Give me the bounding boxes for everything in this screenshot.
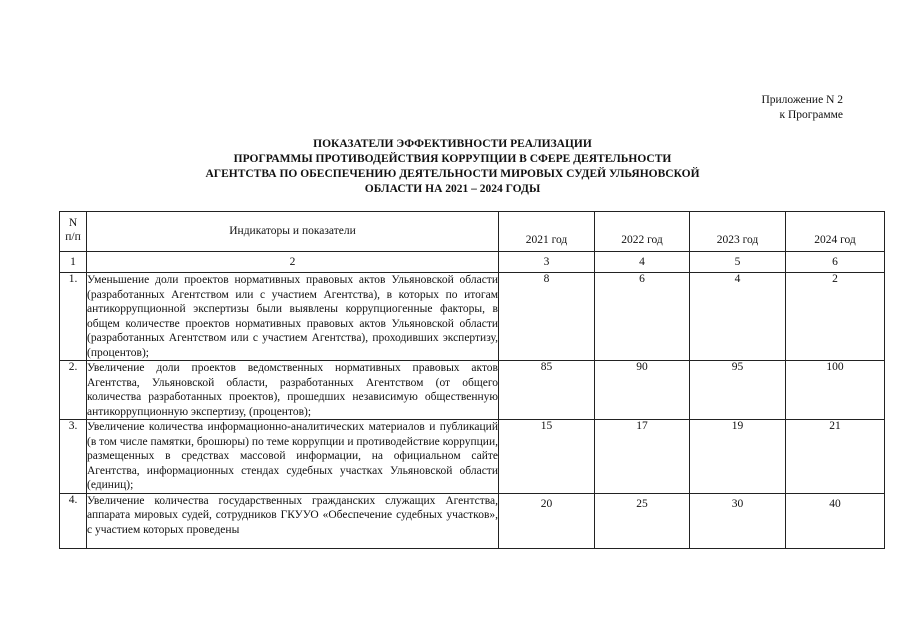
column-number: 1 [60, 252, 87, 273]
appendix-note [761, 93, 843, 123]
indicator-text: Увеличение количества информационно-аналитических материалов и публикаций (в том числе памятки, брошюры) по теме коррупции и противодействие коррупции, размещенных в средствах массовой информации, на официальном сайте Агентства, информационных стендах судебных участках Ульяновской области (единиц); [87, 421, 498, 491]
table-row [60, 273, 885, 361]
value-2021: 85 [499, 361, 595, 420]
header-number: N п/п [60, 212, 87, 252]
indicator-text: Уменьшение доли проектов нормативных правовых актов Ульяновской области (разработанных Агентством или с участием Агентства), в которых по итогам антикоррупционной экспертизы были выявлены коррупциогенные факторы, в общем количестве проектов нормативных правовых актов Ульяновской области (разработанных Агентством или с участием Агентства), проходивших экспертизу, (процентов); [87, 274, 498, 359]
header-year-2021: 2021 год [499, 212, 595, 252]
indicators-table [59, 211, 885, 549]
title-line: ПРОГРАММЫ ПРОТИВОДЕЙСТВИЯ КОРРУПЦИИ В СФЕРЕ ДЕЯТЕЛЬНОСТИ [233, 153, 672, 165]
table-header-row [60, 212, 885, 252]
title-line: АГЕНТСТВА ПО ОБЕСПЕЧЕНИЮ ДЕЯТЕЛЬНОСТИ МИРОВЫХ СУДЕЙ УЛЬЯНОВСКОЙ [205, 168, 700, 180]
appendix-number: Приложение N 2 [761, 94, 843, 106]
value-2023: 4 [690, 273, 786, 361]
column-number: 5 [690, 252, 786, 273]
value-2024: 21 [786, 420, 885, 494]
indicator-text: Увеличение количества государственных гражданских служащих Агентства, аппарата мировых судей, сотрудников ГКУУО «Обеспечение судебных участков», с участием которых проведены [87, 493, 499, 548]
row-number: 1. [60, 273, 87, 361]
header-indicators: Индикаторы и показатели [87, 212, 499, 252]
value-2022: 17 [595, 420, 690, 494]
value-2023: 95 [690, 361, 786, 420]
value-2022: 25 [595, 493, 690, 548]
value-2022: 6 [595, 273, 690, 361]
value-2023: 19 [690, 420, 786, 494]
value-2023: 30 [690, 493, 786, 548]
value-2024: 100 [786, 361, 885, 420]
row-number: 3. [60, 420, 87, 494]
column-numbers-row [60, 252, 885, 273]
value-2021: 20 [499, 493, 595, 548]
row-number: 2. [60, 361, 87, 420]
column-number: 4 [595, 252, 690, 273]
column-number: 3 [499, 252, 595, 273]
title-line: ОБЛАСТИ НА 2021 – 2024 ГОДЫ [364, 183, 541, 195]
column-number: 6 [786, 252, 885, 273]
header-year-2022: 2022 год [595, 212, 690, 252]
row-number: 4. [60, 493, 87, 548]
appendix-reference: к Программе [779, 109, 843, 121]
value-2021: 15 [499, 420, 595, 494]
indicator-text: Увеличение доли проектов ведомственных нормативных правовых актов Агентства, Ульяновской области, разработанных Агентством (от общего количества разработанных проектов), прошедших независимую общественную антикоррупционную экспертизу, (процентов); [87, 362, 498, 418]
header-year-2024: 2024 год [786, 212, 885, 252]
value-2024: 2 [786, 273, 885, 361]
table-row [60, 493, 885, 548]
value-2022: 90 [595, 361, 690, 420]
value-2024: 40 [786, 493, 885, 548]
header-year-2023: 2023 год [690, 212, 786, 252]
table-row [60, 420, 885, 494]
document-title [0, 137, 905, 197]
column-number: 2 [87, 252, 499, 273]
value-2021: 8 [499, 273, 595, 361]
table-row [60, 361, 885, 420]
title-line: ПОКАЗАТЕЛИ ЭФФЕКТИВНОСТИ РЕАЛИЗАЦИИ [313, 138, 592, 150]
